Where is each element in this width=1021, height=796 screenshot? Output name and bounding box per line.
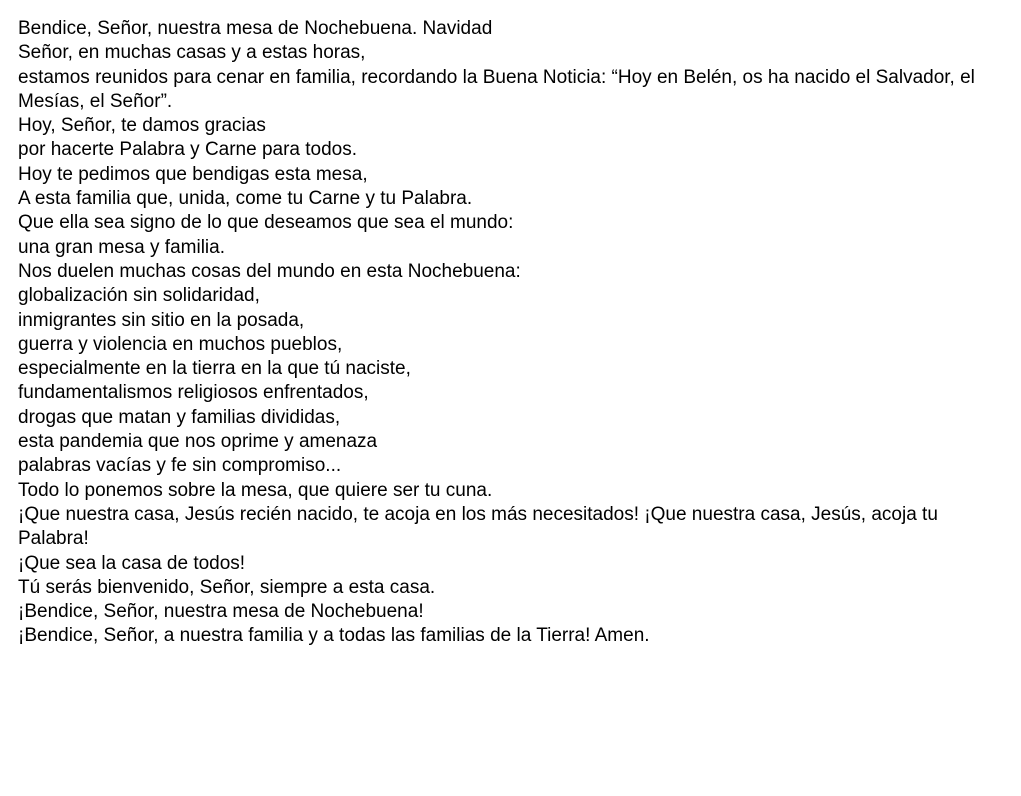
text-line: estamos reunidos para cenar en familia, recordando la Buena Noticia: “Hoy en Belén, os ha nacido el Salvador, el Mesías, el Señor”. bbox=[18, 66, 975, 112]
text-line: A esta familia que, unida, come tu Carne y tu Palabra. bbox=[18, 188, 473, 210]
text-line: por hacerte Palabra y Carne para todos. bbox=[18, 139, 358, 161]
text-line: inmigrantes sin sitio en la posada, bbox=[18, 309, 305, 331]
text-line: guerra y violencia en muchos pueblos, bbox=[18, 333, 343, 355]
text-line: globalización sin solidaridad, bbox=[18, 285, 260, 307]
text-line: Hoy te pedimos que bendigas esta mesa, bbox=[18, 163, 368, 185]
text-line: ¡Que nuestra casa, Jesús recién nacido, te acoja en los más necesitados! ¡Que nuestra casa, Jesús, acoja tu Palabra! bbox=[18, 503, 938, 550]
text-line: ¡Que sea la casa de todos! bbox=[18, 552, 246, 574]
text-line: Hoy, Señor, te damos gracias bbox=[18, 115, 266, 137]
closing-line: ¡Bendice, Señor, a nuestra familia y a todas las familias de la Tierra! Amen. bbox=[18, 625, 650, 647]
text-line: palabras vacías y fe sin compromiso... bbox=[18, 455, 342, 477]
text-line: Tú serás bienvenido, Señor, siempre a esta casa. bbox=[18, 576, 436, 598]
prayer-text bbox=[18, 17, 1013, 649]
text-line: ¡Bendice, Señor, nuestra mesa de Nochebuena! bbox=[18, 601, 424, 623]
text-line: drogas que matan y familias divididas, bbox=[18, 406, 341, 428]
text-line: Señor, en muchas casas y a estas horas, bbox=[18, 42, 366, 64]
text-line: una gran mesa y familia. bbox=[18, 236, 225, 258]
text-line: fundamentalismos religiosos enfrentados, bbox=[18, 382, 369, 404]
text-line: Todo lo ponemos sobre la mesa, que quiere ser tu cuna. bbox=[18, 479, 493, 501]
text-line: Nos duelen muchas cosas del mundo en esta Nochebuena: bbox=[18, 260, 521, 282]
text-line: Que ella sea signo de lo que deseamos que sea el mundo: bbox=[18, 212, 514, 234]
text-line: especialmente en la tierra en la que tú naciste, bbox=[18, 358, 411, 380]
text-line: esta pandemia que nos oprime y amenaza bbox=[18, 431, 378, 453]
title-line: Bendice, Señor, nuestra mesa de Nochebuena. Navidad bbox=[18, 18, 493, 39]
